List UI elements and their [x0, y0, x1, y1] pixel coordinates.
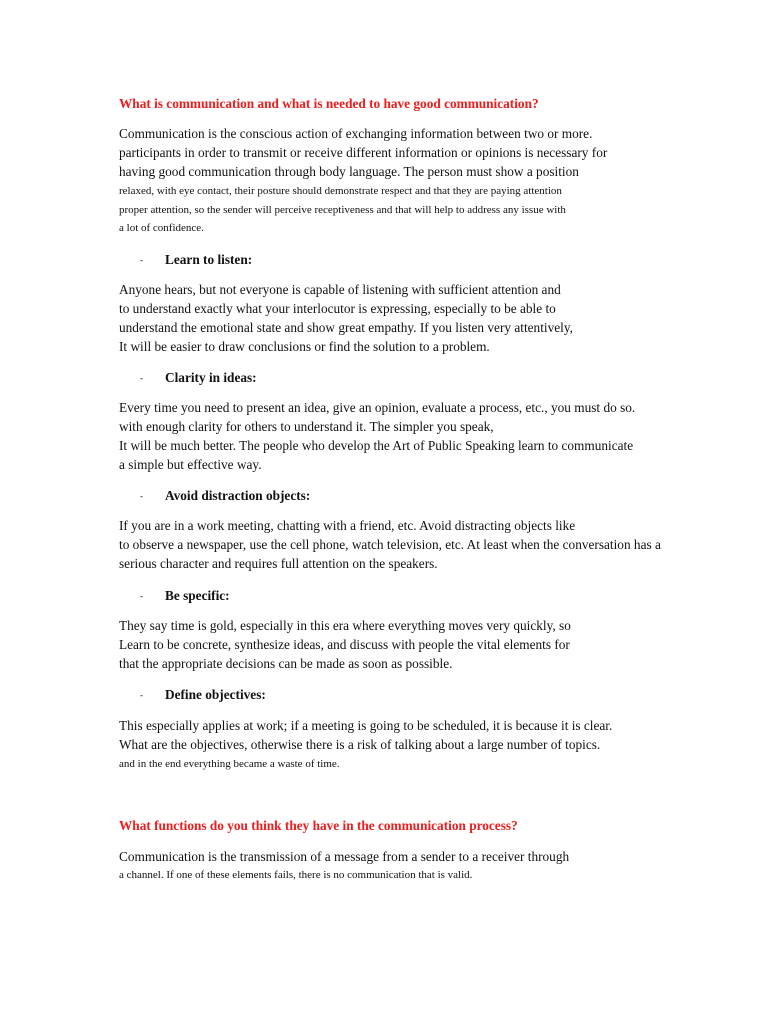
paragraph-line: If you are in a work meeting, chatting with a friend, etc. Avoid distracting objects like: [119, 518, 576, 533]
paragraph-line: Learn to be concrete, synthesize ideas, and discuss with people the vital elements for: [119, 637, 570, 652]
paragraph-line: Communication is the transmission of a message from a sender to a receiver through: [119, 849, 570, 864]
paragraph-line: It will be much better. The people who develop the Art of Public Speaking learn to communicate: [119, 438, 634, 453]
paragraph-line: to observe a newspaper, use the cell phone, watch television, etc. At least when the conversation has a: [119, 537, 661, 552]
paragraph-line: having good communication through body language. The person must show a position: [119, 164, 579, 179]
paragraph-line: serious character and requires full attention on the speakers.: [119, 556, 438, 571]
paragraph-line: a lot of confidence.: [119, 222, 204, 234]
bullet-title: Clarity in ideas:: [165, 370, 257, 385]
bullet-title: Be specific:: [165, 588, 230, 603]
paragraph-line: participants in order to transmit or receive different information or opinions is necessary for: [119, 145, 608, 160]
bullet-title: Avoid distraction objects:: [165, 488, 311, 503]
paragraph-line: Every time you need to present an idea, give an opinion, evaluate a process, etc., you must do so.: [119, 400, 636, 415]
paragraph-line: to understand exactly what your interlocutor is expressing, especially to be able to: [119, 301, 556, 316]
paragraph-line: Anyone hears, but not everyone is capable of listening with sufficient attention and: [119, 282, 561, 297]
paragraph-line: a channel. If one of these elements fails, there is no communication that is valid.: [119, 869, 473, 881]
bullet-marker: -: [140, 373, 143, 383]
bullet-marker: -: [140, 255, 143, 265]
paragraph-line: that the appropriate decisions can be made as soon as possible.: [119, 656, 453, 671]
paragraph-line: Communication is the conscious action of exchanging information between two or more.: [119, 126, 593, 141]
paragraph-line: understand the emotional state and show great empathy. If you listen very attentively,: [119, 320, 573, 335]
paragraph-line: proper attention, so the sender will perceive receptiveness and that will help to address any issue with: [119, 204, 566, 216]
section-heading: What functions do you think they have in the communication process?: [119, 818, 518, 833]
paragraph-line: a simple but effective way.: [119, 457, 262, 472]
paragraph-line: with enough clarity for others to understand it. The simpler you speak,: [119, 419, 494, 434]
paragraph-line: relaxed, with eye contact, their posture should demonstrate respect and that they are paying attention: [119, 185, 562, 197]
bullet-marker: -: [140, 690, 143, 700]
paragraph-line: What are the objectives, otherwise there is a risk of talking about a large number of topics.: [119, 737, 601, 752]
paragraph-line: This especially applies at work; if a meeting is going to be scheduled, it is because it is clear.: [119, 718, 613, 733]
bullet-title: Define objectives:: [165, 687, 266, 702]
paragraph-line: It will be easier to draw conclusions or find the solution to a problem.: [119, 339, 490, 354]
bullet-marker: -: [140, 591, 143, 601]
paragraph-line: They say time is gold, especially in this era where everything moves very quickly, so: [119, 618, 571, 633]
section-heading: What is communication and what is needed to have good communication?: [119, 96, 539, 111]
bullet-marker: -: [140, 491, 143, 501]
paragraph-line: and in the end everything became a waste of time.: [119, 758, 340, 770]
bullet-title: Learn to listen:: [165, 252, 253, 267]
